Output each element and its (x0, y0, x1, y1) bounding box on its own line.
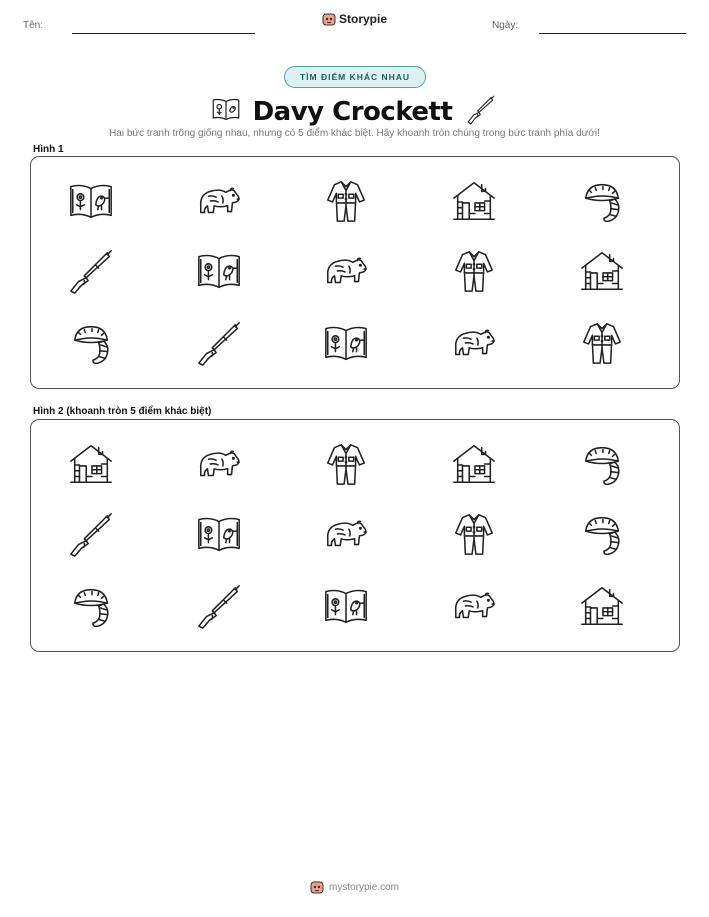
jumpsuit-icon[interactable] (322, 440, 370, 488)
activity-badge: TÌM ĐIỂM KHÁC NHAU (284, 66, 426, 88)
name-input-line[interactable] (72, 33, 255, 34)
bear-icon[interactable] (322, 510, 370, 558)
storypie-mascot-icon (310, 880, 324, 894)
instructions-text: Hai bức tranh trông giống nhau, nhưng có 5 điểm khác biệt. Hãy khoanh tròn chúng trong bức tranh phía dưới! (109, 128, 600, 139)
picture2-frame (30, 419, 680, 652)
name-label: Tên: (23, 20, 44, 31)
book-icon[interactable] (195, 247, 243, 295)
cabin-icon[interactable] (450, 440, 498, 488)
title-row (0, 92, 709, 131)
storypie-mascot-icon (322, 12, 336, 26)
date-input-line[interactable] (539, 33, 686, 34)
bear-icon[interactable] (450, 319, 498, 367)
rifle-icon[interactable] (195, 582, 243, 630)
jumpsuit-icon[interactable] (450, 247, 498, 295)
cap-icon[interactable] (67, 319, 115, 367)
book-icon[interactable] (322, 319, 370, 367)
bear-icon[interactable] (195, 177, 243, 225)
storypie-logo (322, 12, 387, 26)
cap-icon[interactable] (67, 582, 115, 630)
bear-icon[interactable] (450, 582, 498, 630)
cap-icon[interactable] (578, 177, 626, 225)
footer-site: mystorypie.com (328, 881, 399, 893)
book-icon[interactable] (195, 510, 243, 558)
page-title: Davy Crockett (252, 96, 453, 127)
cap-icon[interactable] (578, 440, 626, 488)
rifle-icon[interactable] (67, 247, 115, 295)
jumpsuit-icon[interactable] (322, 177, 370, 225)
jumpsuit-icon[interactable] (450, 510, 498, 558)
cabin-icon[interactable] (67, 440, 115, 488)
brand-name: Storypie (339, 12, 388, 26)
picture2-label: Hình 2 (khoanh tròn 5 điểm khác biệt) (33, 406, 212, 417)
book-icon[interactable] (322, 582, 370, 630)
cap-icon[interactable] (578, 510, 626, 558)
rifle-icon[interactable] (195, 319, 243, 367)
bear-icon[interactable] (322, 247, 370, 295)
cabin-icon[interactable] (578, 247, 626, 295)
footer (0, 880, 709, 894)
title-rifle-icon (464, 92, 498, 131)
rifle-icon[interactable] (67, 510, 115, 558)
picture1-label: Hình 1 (33, 144, 64, 155)
jumpsuit-icon[interactable] (578, 319, 626, 367)
book-icon[interactable] (67, 177, 115, 225)
cabin-icon[interactable] (578, 582, 626, 630)
title-book-icon (211, 96, 241, 127)
date-label: Ngày: (492, 20, 519, 31)
picture1-frame (30, 156, 680, 389)
bear-icon[interactable] (195, 440, 243, 488)
cabin-icon[interactable] (450, 177, 498, 225)
